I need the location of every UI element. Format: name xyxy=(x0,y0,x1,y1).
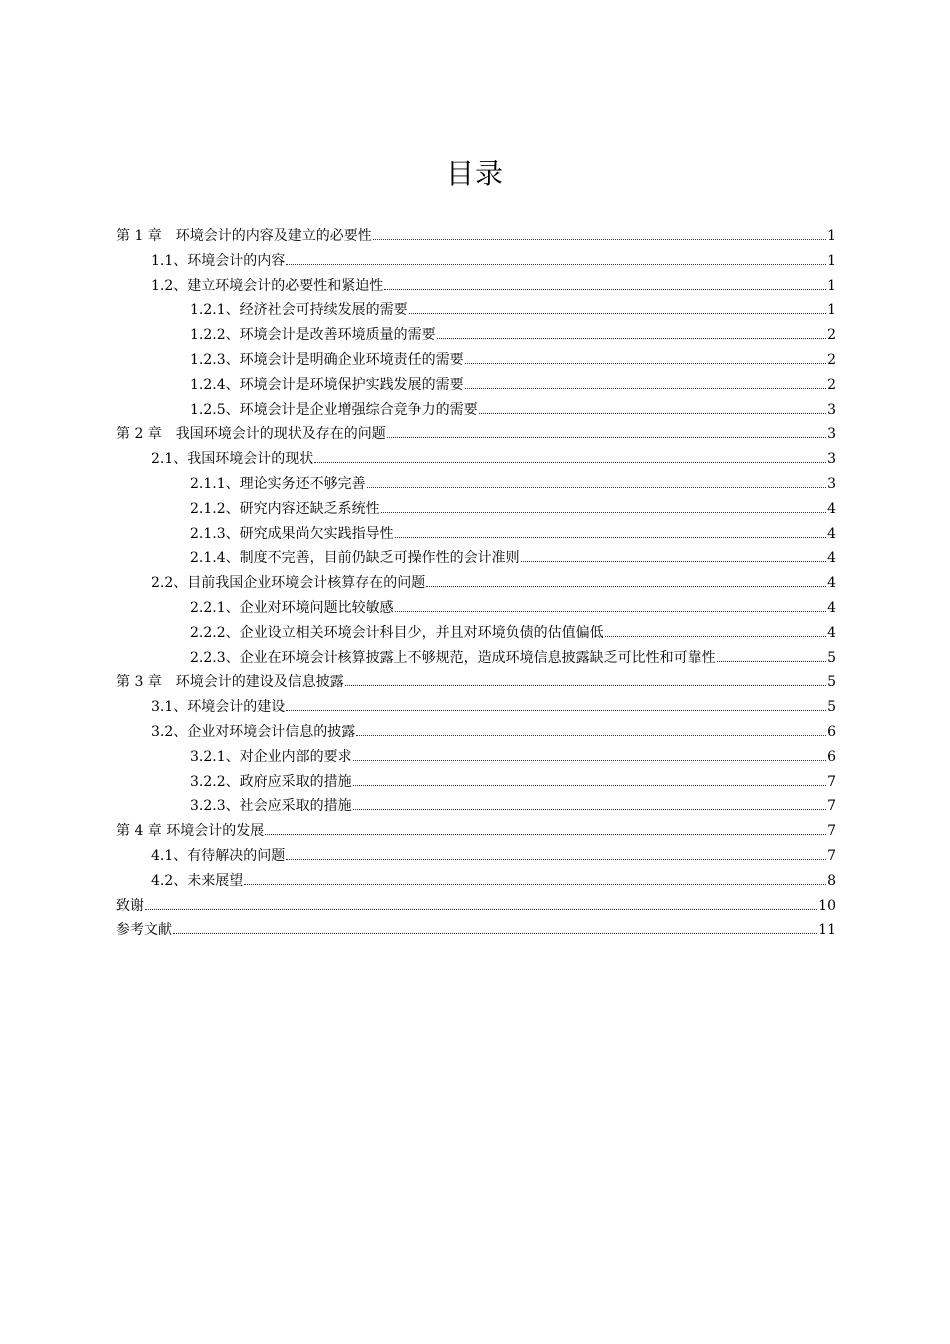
toc-entry-title: 3.1、环境会计的建设 xyxy=(151,699,286,716)
toc-entry[interactable] xyxy=(116,422,836,447)
toc-page-number: 3 xyxy=(827,451,836,468)
toc-entry-title: 第 3 章 环境会计的建设及信息披露 xyxy=(116,674,344,691)
toc-page-number: 7 xyxy=(827,773,836,790)
toc-page-number: 3 xyxy=(827,475,836,492)
toc-entry[interactable] xyxy=(116,869,836,894)
dot-leader xyxy=(367,487,826,488)
dot-leader xyxy=(465,363,826,364)
dot-leader xyxy=(479,413,826,414)
toc-entry[interactable] xyxy=(116,844,836,869)
dot-leader xyxy=(286,710,826,711)
toc-entry-title: 3.2.3、社会应采取的措施 xyxy=(190,798,352,815)
dot-leader xyxy=(387,437,826,438)
toc-page-number: 3 xyxy=(827,401,836,418)
toc-page-number: 3 xyxy=(827,426,836,443)
toc-entry-title: 1.2、建立环境会计的必要性和紧迫性 xyxy=(151,277,384,294)
toc-entry[interactable] xyxy=(116,745,836,770)
dot-leader xyxy=(173,933,817,934)
toc-page-number: 4 xyxy=(827,599,836,616)
dot-leader xyxy=(314,462,826,463)
toc-entry[interactable] xyxy=(116,770,836,795)
toc-page-number: 5 xyxy=(827,699,836,716)
toc-entry-title: 致谢 xyxy=(116,897,144,914)
toc-entry-title: 3.2.2、政府应采取的措施 xyxy=(190,773,352,790)
toc-entry[interactable] xyxy=(116,224,836,249)
toc-entry-title: 1.2.4、环境会计是环境保护实践发展的需要 xyxy=(190,376,464,393)
toc-page-number: 4 xyxy=(827,624,836,641)
toc-page-number: 7 xyxy=(827,798,836,815)
toc-page-number: 6 xyxy=(827,723,836,740)
toc-entry[interactable] xyxy=(116,621,836,646)
toc-entry[interactable] xyxy=(116,646,836,671)
toc-page-number: 7 xyxy=(827,823,836,840)
dot-leader xyxy=(384,289,826,290)
toc-page-number: 7 xyxy=(827,847,836,864)
toc-entry[interactable] xyxy=(116,670,836,695)
toc-entry-title: 1.2.1、经济社会可持续发展的需要 xyxy=(190,302,408,319)
toc-entry[interactable] xyxy=(116,472,836,497)
toc-entry-title: 2.1、我国环境会计的现状 xyxy=(151,451,314,468)
toc-entry-title: 2.1.2、研究内容还缺乏系统性 xyxy=(190,500,380,517)
toc-page-number: 10 xyxy=(818,897,836,914)
toc-page-number: 1 xyxy=(827,252,836,269)
toc-page-number: 4 xyxy=(827,525,836,542)
toc-entry[interactable] xyxy=(116,546,836,571)
dot-leader xyxy=(426,586,826,587)
toc-page-number: 5 xyxy=(827,649,836,666)
toc-entry-title: 2.1.1、理论实务还不够完善 xyxy=(190,475,366,492)
toc-entry[interactable] xyxy=(116,794,836,819)
dot-leader xyxy=(717,661,826,662)
toc-page-number: 4 xyxy=(827,575,836,592)
dot-leader xyxy=(286,859,826,860)
toc-page-number: 11 xyxy=(818,922,836,939)
toc-entry[interactable] xyxy=(116,274,836,299)
dot-leader xyxy=(381,512,826,513)
toc-entry-title: 参考文献 xyxy=(116,922,172,939)
dot-leader xyxy=(465,388,826,389)
toc-entry-title: 第 4 章 环境会计的发展 xyxy=(116,823,265,840)
toc-entry-title: 2.1.4、制度不完善，目前仍缺乏可操作性的会计准则 xyxy=(190,550,520,567)
toc-entry[interactable] xyxy=(116,323,836,348)
toc-entry[interactable] xyxy=(116,918,836,943)
toc-page-number: 6 xyxy=(827,748,836,765)
dot-leader xyxy=(286,264,826,265)
toc-page-number: 2 xyxy=(827,327,836,344)
dot-leader xyxy=(395,611,826,612)
toc-entry[interactable] xyxy=(116,819,836,844)
toc-entry-title: 4.1、有待解决的问题 xyxy=(151,847,286,864)
toc-entry-title: 第 2 章 我国环境会计的现状及存在的问题 xyxy=(116,426,386,443)
dot-leader xyxy=(521,561,826,562)
toc-entry-title: 1.2.5、环境会计是企业增强综合竞争力的需要 xyxy=(190,401,478,418)
toc-page-number: 1 xyxy=(827,277,836,294)
dot-leader xyxy=(373,239,826,240)
dot-leader xyxy=(353,760,826,761)
toc-entry-title: 2.2.2、企业设立相关环境会计科目少，并且对环境负债的估值偏低 xyxy=(190,624,604,641)
toc-entry-title: 1.2.3、环境会计是明确企业环境责任的需要 xyxy=(190,351,464,368)
toc-entry-title: 3.2、企业对环境会计信息的披露 xyxy=(151,723,356,740)
toc-entry-title: 1.1、环境会计的内容 xyxy=(151,252,286,269)
toc-entry-title: 3.2.1、对企业内部的要求 xyxy=(190,748,352,765)
dot-leader xyxy=(395,537,826,538)
toc-page-number: 4 xyxy=(827,500,836,517)
toc-entry[interactable] xyxy=(116,497,836,522)
dot-leader xyxy=(437,338,826,339)
toc-entry[interactable] xyxy=(116,720,836,745)
toc-page-number: 5 xyxy=(827,674,836,691)
dot-leader xyxy=(345,685,826,686)
toc-page-number: 1 xyxy=(827,228,836,244)
dot-leader xyxy=(265,834,826,835)
dot-leader xyxy=(353,809,826,810)
toc-entry-title: 4.2、未来展望 xyxy=(151,872,244,889)
toc-entry-title: 1.2.2、环境会计是改善环境质量的需要 xyxy=(190,327,436,344)
toc-page-number: 4 xyxy=(827,550,836,567)
toc-entry[interactable] xyxy=(116,596,836,621)
dot-leader xyxy=(409,313,826,314)
toc-entry[interactable] xyxy=(116,695,836,720)
toc-entry-title: 2.2.3、企业在环境会计核算披露上不够规范，造成环境信息披露缺乏可比性和可靠性 xyxy=(190,649,716,666)
toc-entry[interactable] xyxy=(116,398,836,423)
toc-entry[interactable] xyxy=(116,522,836,547)
toc-entry-title: 2.2.1、企业对环境问题比较敏感 xyxy=(190,599,394,616)
dot-leader xyxy=(605,636,826,637)
dot-leader xyxy=(145,909,817,910)
toc-entry-title: 2.1.3、研究成果尚欠实践指导性 xyxy=(190,525,394,542)
toc-page-number: 1 xyxy=(827,302,836,319)
toc-entry[interactable] xyxy=(116,249,836,274)
toc-entry[interactable] xyxy=(116,894,836,919)
toc-entry[interactable] xyxy=(116,348,836,373)
toc-page-number: 2 xyxy=(827,376,836,393)
toc-page-number: 8 xyxy=(827,872,836,889)
toc-entry[interactable] xyxy=(116,373,836,398)
dot-leader xyxy=(353,785,826,786)
toc-page-number: 2 xyxy=(827,351,836,368)
dot-leader xyxy=(244,884,826,885)
toc-entry[interactable] xyxy=(116,298,836,323)
toc-entry-title: 第 1 章 环境会计的内容及建立的必要性 xyxy=(116,228,372,244)
page-title: 目录 xyxy=(445,157,504,190)
dot-leader xyxy=(356,735,826,736)
table-of-contents xyxy=(116,224,836,943)
toc-entry[interactable] xyxy=(116,447,836,472)
toc-entry[interactable] xyxy=(116,571,836,596)
toc-entry-title: 2.2、目前我国企业环境会计核算存在的问题 xyxy=(151,575,426,592)
